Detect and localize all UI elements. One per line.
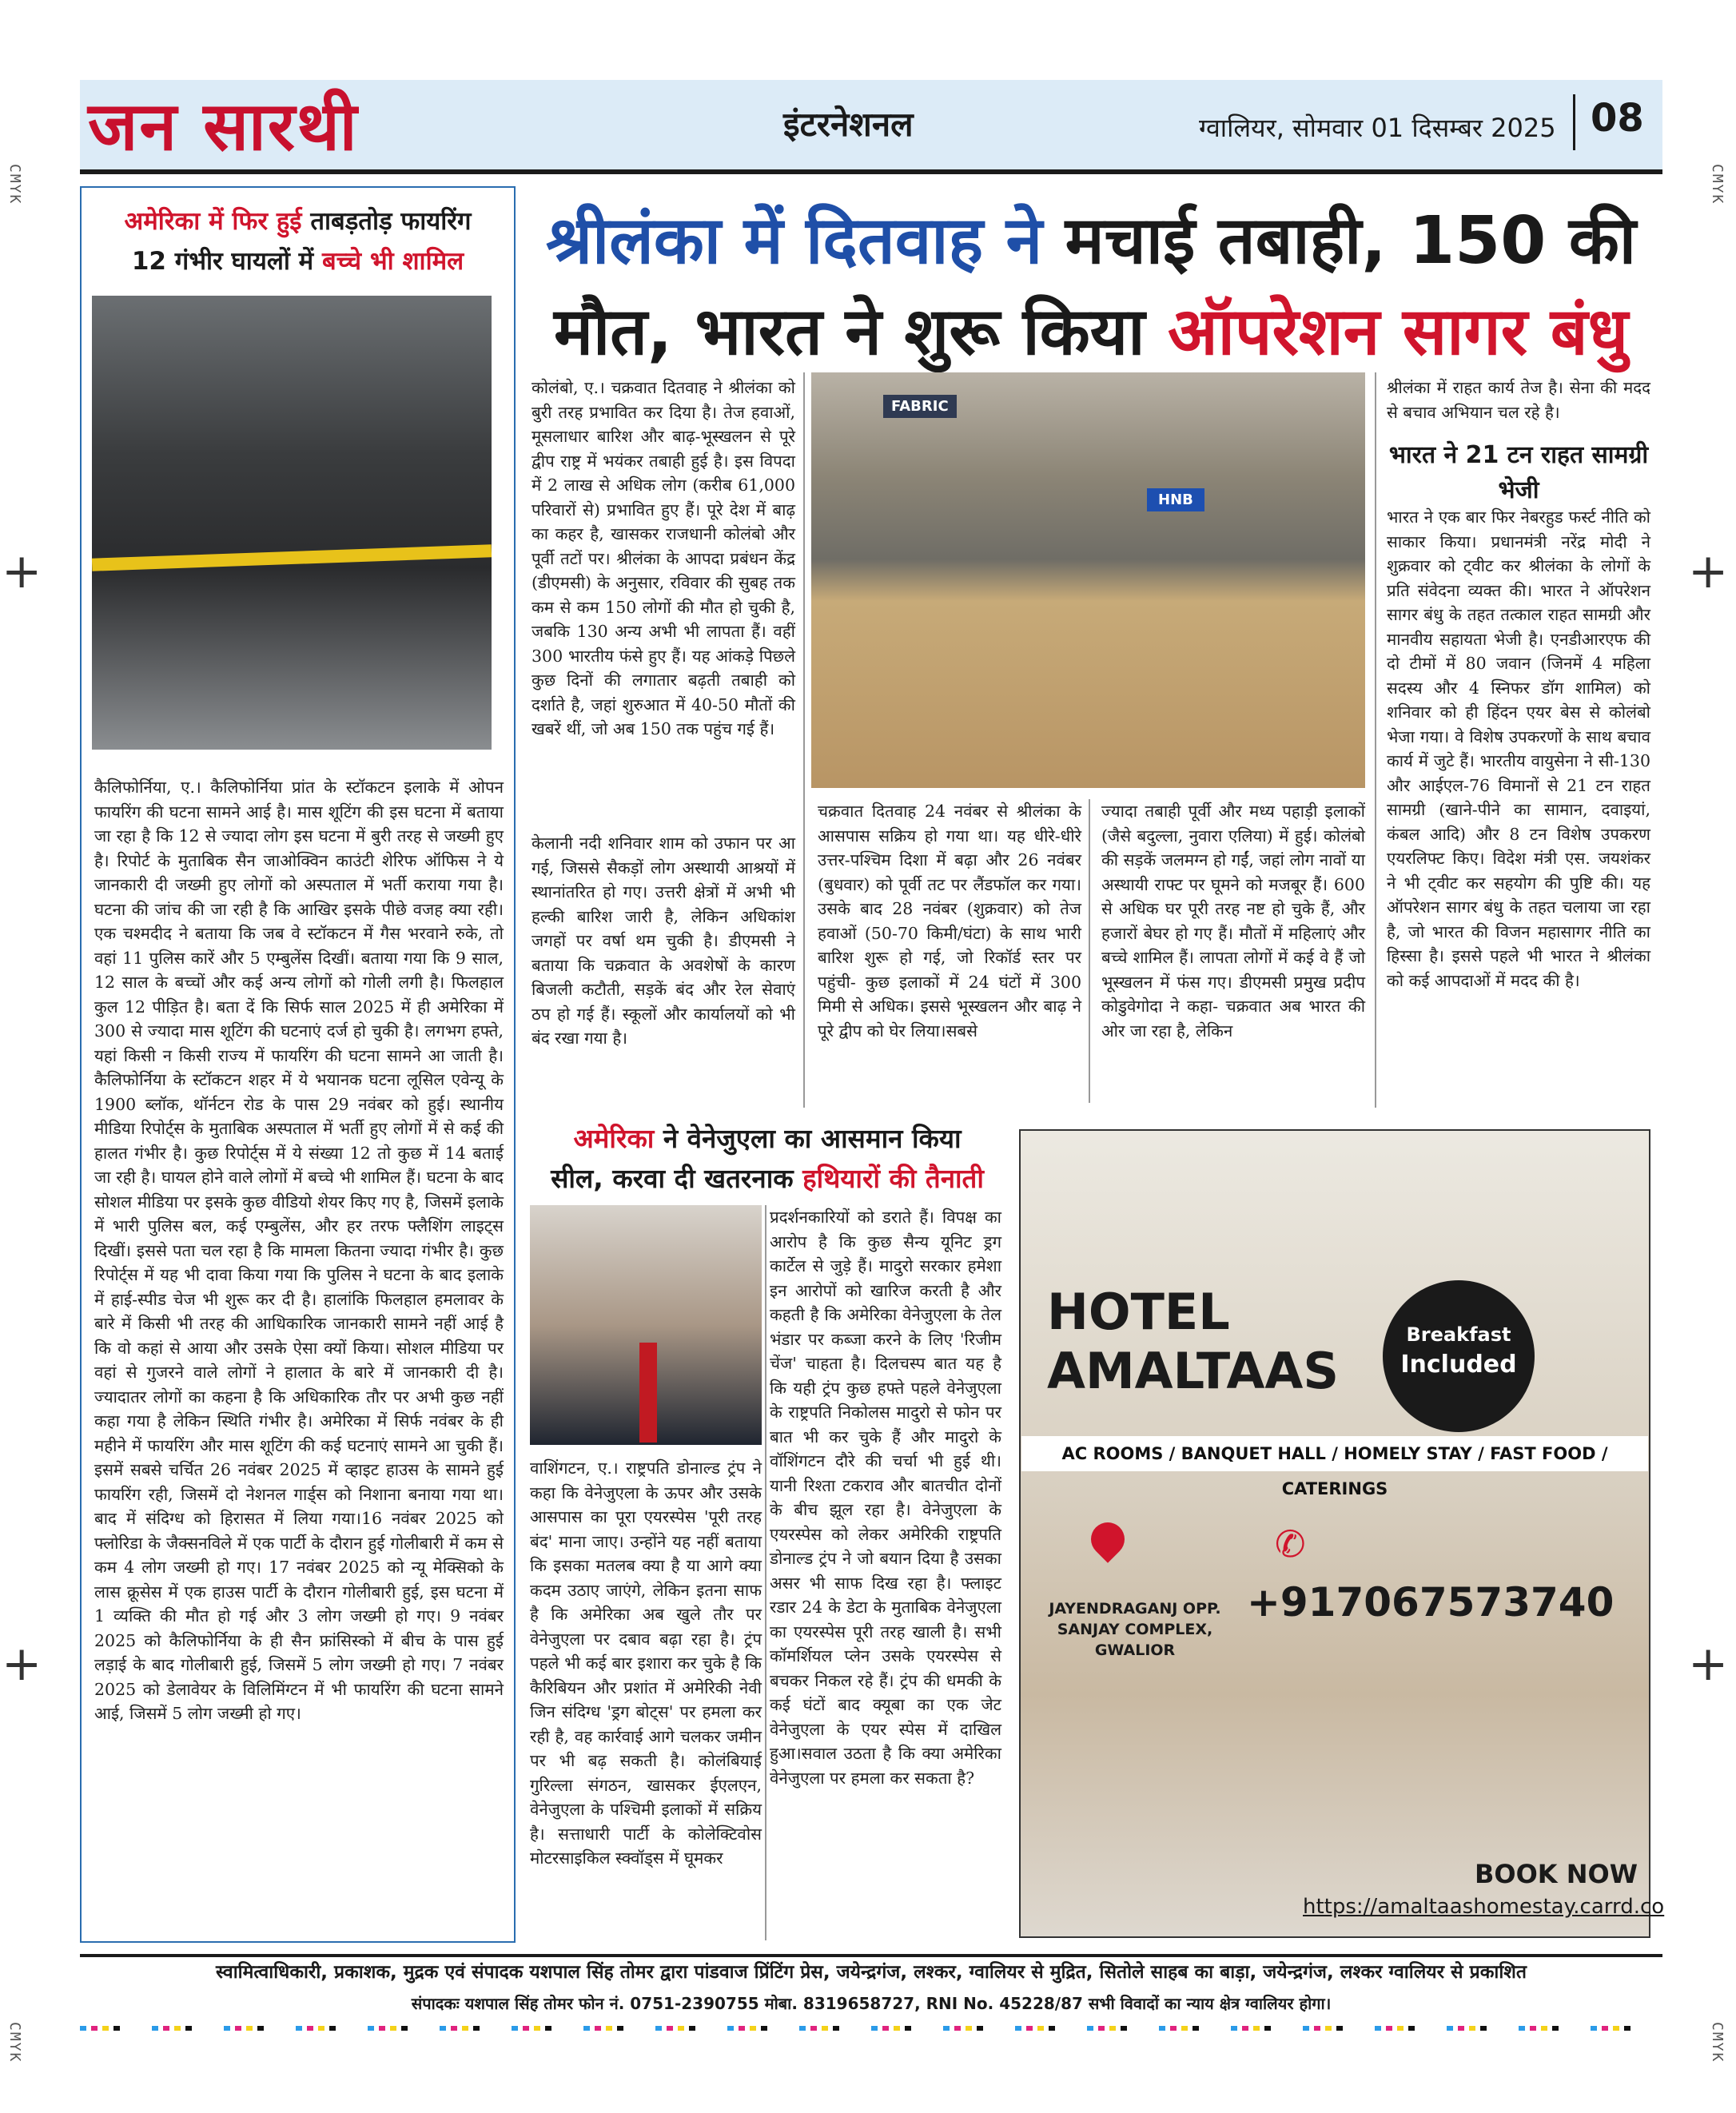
imprint-line-1: स्वामित्वाधिकारी, प्रकाशक, मुद्रक एवं संपादक यशपाल सिंह तोमर द्वारा पांडवाज प्रिंटिंग प्रेस, जयेन्द्रगंज, लश्कर, ग्वालियर से मुद्रित, सितोले साहब का बाड़ा, जयेन्द्रगंज, लश्कर ग्वालियर से प्रकाशित [215,1962,1527,1983]
ad-website-link[interactable]: https://amaltaashomestay.carrd.co [1303,1895,1665,1919]
main-story-col4-continued: भारत ने एक बार फिर नेबरहुड फर्स्ट नीति को साकार किया। प्रधानमंत्री नरेंद्र मोदी ने शुक्रवार को ट्वीट कर श्रीलंका के लोगों के प्रति संवेदना व्यक्त की। भारत ने ऑपरेशन सागर बंधु के तहत तत्काल राहत सामग्री और मानवीय सहायता भेजी है। एनडीआरएफ की दो टीमों में 80 जवान (जिनमें 4 महिला सदस्य और 4 स्निफर डॉग शामिल) को शनिवार को ही हिंदन एयर बेस से कोलंबो भेजा गया। वे विशेष उपकरणों के साथ बचाव कार्य में जुटे हैं। भारतीय वायुसेना ने सी-130 और आईएल-76 विमानों से 21 टन राहत सामग्री (खाने-पीने का सामान, दवाइयां, कंबल आदि) और 8 टन विशेष उपकरण एयरलिफ्ट किए। विदेश मंत्री एस. जयशंकर ने भी ट्वीट कर सहयोग की पुष्टि की। यह ऑपरेशन सागर बंधु के तहत चलाया जा रहा है, जो भारत की विजन महासागर नीति का हिस्सा है। इससे पहले भी भारत ने श्रीलंका को कई आपदाओं में मदद की है। [1387,507,1650,990]
ad-services-bar: AC ROOMS / BANQUET HALL / HOMELY STAY / FAST FOOD / CATERINGS [1021,1436,1648,1471]
color-registration-strip [80,2026,1662,2031]
ad-hotel-name [1047,1283,1339,1401]
column-rule [803,372,805,1108]
column-rule [1375,372,1376,1108]
page-number: 08 [1591,96,1644,141]
ad-address-line3: GWALIOR [1094,1641,1176,1659]
footer-rule [80,1954,1662,1957]
flood-photo [811,372,1365,788]
shooting-scene-photo [92,296,492,750]
venezuela-col1: वाशिंगटन, ए.। राष्ट्रपति डोनाल्ड ट्रंप ने कहा कि वेनेजुएला के ऊपर और उसके आसपास का पूरा एयरस्पेस 'पूरी तरह बंद' माना जाए। उन्होंने यह नहीं बताया कि इसका मतलब क्या है या आगे क्या कदम उठाए जाएंगे, लेकिन इतना साफ है कि अमेरिका अब खुले तौर पर वेनेजुएला पर दबाव बढ़ा रहा है। ट्रंप पहले भी कई बार इशारा कर चुके है कि कैरिबियन और प्रशांत में अमेरिकी नेवी जिन संदिग्ध 'ड्रग बोट्स' पर हमला कर रही है, वह कार्रवाई आगे चलकर जमीन पर भी बढ़ सकती है। कोलंबियाई गुरिल्ला संगठन, खासकर ईएलएन, वेनेजुएला के पश्चिमी इलाकों में सक्रिय है। सत्ताधारी पार्टी के कोलेक्टिवोस मोटरसाइकिल स्क्वॉड्स में घूमकर [530,1458,762,1868]
sub-headline: भारत ने 21 टन राहत सामग्री भेजी [1388,441,1649,504]
main-headline-part-b: मचाई तबाही, 150 की [1042,203,1637,279]
tie-graphic [639,1343,657,1442]
main-story-col3: ज्यादा तबाही पूर्वी और मध्य पहाड़ी इलाकों (जैसे बदुल्ला, नुवारा एलिया) में हुई। कोलंबो की सड़कें जलमग्न हो गईं, जहां लोग नावों या अस्थायी राफ्ट पर घूमने को मजबूर हैं। 600 से अधिक घर पूरी तरह नष्ट हो चुके हैं, और हजारों बेघर हो गए हैं। मौतों में महिलाएं और बच्चे शामिल हैं। लापता लोगों में कई वे हैं जो भूस्खलन में फंस गए। डीएमसी प्रमुख प्रदीप कोडुवेगोदा ने कहा- चक्रवात अब भारत की ओर जा रहा है, लेकिन [1101,802,1365,1041]
ad-hotel-line2: AMALTAAS [1047,1342,1340,1400]
left-headline-part-2a: 12 गंभीर घायलों में [131,247,322,276]
registration-mark-right-lower: + [1688,1636,1729,1692]
registration-mark-right: + [1688,543,1729,599]
badge-line2: Included [1400,1351,1517,1379]
ad-book-now[interactable]: BOOK NOW [1475,1859,1638,1889]
venezuela-headline-part-1b: ने वेनेजुएला का आसमान किया [654,1123,962,1154]
flood-photo-sign-fabric: FABRIC [883,395,957,418]
badge-line1: Breakfast [1406,1323,1511,1346]
main-story-col1-continued: केलानी नदी शनिवार शाम को उफान पर आ गई, जिससे सैकड़ों लोग अस्थायी आश्रयों में स्थानांतरित हो गए। उत्तरी क्षेत्रों में अभी भी हल्की बारिश जारी है, लेकिन अधिकांश जगहों पर वर्षा थम चुकी है। डीएमसी ने बताया कि चक्रवात के अवशेषों के कारण बिजली कटौती, सड़कें बंद और रेल सेवाएं ठप हो गई हैं। स्कूलों और कार्यालयों को भी बंद रखा गया है। [532,834,795,1048]
ad-address-line2: SANJAY COMPLEX, [1057,1621,1213,1638]
main-headline-part-d: ऑपरेशन सागर बंधु [1168,294,1629,370]
column-rule [765,1205,766,1940]
ad-hotel-line1: HOTEL [1047,1283,1230,1341]
cmyk-strip-left-top: CMYK [6,164,23,205]
left-headline-part-1b: ताबड़तोड़ फायरिंग [310,207,472,236]
column-rule [1089,799,1090,1103]
cmyk-strip-right-top: CMYK [1709,164,1726,205]
breakfast-badge [1383,1280,1535,1432]
venezuela-headline [528,1119,1007,1199]
left-headline-part-2b: बच्चे भी शामिल [322,247,464,276]
main-story-col4: श्रीलंका में राहत कार्य तेज है। सेना की मदद से बचाव अभियान चल रहे है। [1387,378,1650,422]
registration-mark-left: + [2,543,42,599]
venezuela-headline-part-2a: सील, करवा दी खतरनाक [551,1163,803,1194]
cmyk-strip-left-bottom: CMYK [6,2022,23,2063]
dateline: ग्वालियर, सोमवार 01 दिसम्बर 2025 [1199,113,1556,143]
left-headline-part-1a: अमेरिका में फिर हुई [124,207,311,236]
cmyk-strip-right-bottom: CMYK [1709,2022,1726,2063]
ad-address [1039,1598,1231,1661]
ad-phone-number[interactable]: +917067573740 [1247,1579,1615,1626]
phone-icon: ✆ [1275,1522,1306,1566]
left-story-headline [88,201,508,281]
masthead-rule [80,169,1662,174]
main-headline-part-a: श्रीलंका में दितवाह ने [545,203,1043,279]
left-story-body: कैलिफोर्निया, ए.। कैलिफोर्निया प्रांत के स्टॉकटन इलाके में ओपन फायरिंग की घटना सामने आई है। मास शूटिंग की इस घटना में बताया जा रहा है कि 12 से ज्यादा लोग इस घटना में बुरी तरह से जख्मी हुए है। रिपोर्ट के मुताबिक सैन जाओक्विन काउंटी शेरिफ ऑफिस ने ये जानकारी दी जख्मी हुए लोगों को अस्पताल में भर्ती कराया गया है। घटना की जांच की जा रही है कि आखिर इसके पीछे वजह क्या रही। एक चश्मदीद ने बताया कि जब वे स्टॉकटन में गैस भरवाने रुके, तो वहां 11 पुलिस कारें और 5 एम्बुलेंस दिखीं। बताया गया कि 9 साल, 12 साल के बच्चों और कई अन्य लोगों को गोली लगी है। फिलहाल कुल 12 पीड़ित है। बता दें कि सिर्फ साल 2025 में ही अमेरिका में 300 से ज्यादा मास शूटिंग की घटनाएं दर्ज हो चुकी है। लगभग हफ्ते, यहां किसी न किसी राज्य में फायरिंग की घटना सामने आ जाती है। कैलिफोर्निया के स्टॉकटन शहर में ये भयानक घटना लूसिल एवेन्यू के 1900 ब्लॉक, थॉर्नटन रोड के पास 29 नवंबर को हुई। स्थानीय मीडिया रिपोर्ट्स के मुताबिक अस्पताल में भर्ती हुए लोगों में से कई की हालत गंभीर है। कुछ रिपोर्ट्स में ये संख्या 12 तो कुछ में 14 बताई जा रही है। घायल होने वाले लोगों में बच्चे भी शामिल हैं। घटना के बाद सोशल मीडिया पर इसके कुछ वीडियो शेयर किए गए है, जिसमें इलाके में भारी पुलिस बल, कई एम्बुलेंस, और हर तरफ फ्लैशिंग लाइट्स दिखीं। इससे पता चल रहा है कि मामला कितना ज्यादा गंभीर है। कुछ रिपोर्ट्स में यह भी दावा किया गया कि पुलिस ने घटना के बाद इलाके में हाई-स्पीड चेज भी शुरू कर दी है। हालांकि फिलहाल हमलावर के बारे में किसी भी तरह की आधिकारिक जानकारी सामने नहीं आई है कि वो कहां से आया और उसके ऐसा क्यों किया। सोशल मीडिया पर वहां से गुजरने वाले लोगों ने हालात के बारे में जानकारी दी है। ज्यादातर लोगों का कहना है कि अधिकारिक तौर पर अभी कुछ नहीं कहा गया है लेकिन स्थिति गंभीर है। अमेरिका में सिर्फ नवंबर के ही महीने में फायरिंग और मास शूटिंग की कई घटनाएं सामने आ चुकी हैं। इसमें सबसे चर्चित 26 नवंबर 2025 में व्हाइट हाउस के सामने हुई फायरिंग रही, जिसमें दो नेशनल गार्ड्स को निशाना बनाया गया था। बाद में संदिग्ध को हिरासत में लिया गया।16 नवंबर 2025 को फ्लोरिडा के जैक्सनविले में एक पार्टी के दौरान हुई गोलीबारी में कम से कम 4 लोग जख्मी हो गए। 17 नवंबर 2025 को न्यू मेक्सिको के लास क्रूसेस में एक हाउस पार्टी के दौरान गोलीबारी हुई, इस घटना में 1 व्यक्ति की मौत हो गई और 3 लोग जख्मी हो गए। 9 नवंबर 2025 को कैलिफोर्निया के ही सैन फ्रांसिस्को में बीच के पास हुई लड़ाई के बाद गोलीबारी हुई, जिसमें 5 लोग जख्मी हो गए। 7 नवंबर 2025 को डेलावेयर के विलिमिंग्टन में भी फायरिंग की घटना सामने आई, जिसमें 5 लोग जख्मी हो गए। [94,778,504,1723]
masthead-divider [1573,94,1575,150]
main-headline-part-c: मौत, भारत ने शुरू किया [553,294,1169,370]
main-headline [532,196,1650,378]
main-story-col1: कोलंबो, ए.। चक्रवात दितवाह ने श्रीलंका को बुरी तरह प्रभावित कर दिया है। तेज हवाओं, मूसलाधार बारिश और बाढ़-भूस्खलन से पूरे द्वीप राष्ट्र में भयंकर तबाही हुई है। इस विपदा में 2 लाख से अधिक लोग (करीब 61,000 परिवारों से) प्रभावित हुए हैं। पूरे देश में बाढ़ का कहर है, खासकर राजधानी कोलंबो और पूर्वी तटों पर। श्रीलंका के आपदा प्रबंधन केंद्र (डीएमसी) के अनुसार, रविवार की सुबह तक कम से कम 150 लोगों की मौत हो चुकी है, जबकि 130 अन्य अभी भी लापता हैं। वहीं 300 भारतीय फंसे हुए हैं। यह आंकड़े पिछले कुछ दिनों की लगातार बढ़ती तबाही को दर्शाते है, जहां शुरुआत में 40-50 मौतों की खबरें थीं, जो अब 150 तक पहुंच गई हैं। [532,378,795,738]
imprint-line-2: संपादकः यशपाल सिंह तोमर फोन नं. 0751-2390755 मोबा. 8319658727, RNI No. 45228/87 सभी विवादों का न्याय क्षेत्र ग्वालियर होगा। [411,1994,1332,2013]
main-story-col2: चक्रवात दितवाह 24 नवंबर से श्रीलंका के आसपास सक्रिय हो गया था। यह धीरे-धीरे उत्तर-पश्चिम दिशा में बढ़ा और 26 नवंबर (बुधवार) को पूर्वी तट पर लैंडफॉल कर गया। उसके बाद 28 नवंबर (शुक्रवार) को तेज हवाओं (50-70 किमी/घंटा) के साथ भारी बारिश शुरू हो गई, जो रिकॉर्ड स्तर पर पहुंची- कुछ इलाकों में 24 घंटों में 300 मिमी से अधिक। इससे भूस्खलन और बाढ़ ने पूरे द्वीप को घेर लिया।सबसे [818,802,1081,1041]
venezuela-col2: प्रदर्शनकारियों को डराते हैं। विपक्ष का आरोप है कि कुछ सैन्य यूनिट ड्रग कार्टेल से जुड़े हैं। मादुरो सरकार हमेशा इन आरोपों को खारिज करती है और कहती है कि अमेरिका वेनेजुएला के तेल भंडार पर कब्जा करने के लिए 'रिजीम चेंज' चाहता है। दिलचस्प बात यह है कि यही ट्रंप कुछ हफ्ते पहले वेनेजुएला के राष्ट्रपति निकोलस मादुरो से फोन पर बात भी कर चुके हैं और मादुरो के वॉशिंगटन दौरे की चर्चा भी हुई थी। यानी रिश्ता टकराव और बातचीत दोनों के बीच झूल रहा है। वेनेजुएला के एयरस्पेस को लेकर अमेरिकी राष्ट्रपति डोनाल्ड ट्रंप ने जो बयान दिया है उसका असर भी साफ दिख रहा है। फ्लाइट रडार 24 के डेटा के मुताबिक वेनेजुएला का एयरस्पेस पूरी तरह खाली है। सभी कॉमर्शियल प्लेन उसके एयरस्पेस से बचकर निकल रहे हैं। ट्रंप की धमकी के कई घंटों बाद क्यूबा का एक जेट वेनेजुएला के एयर स्पेस में दाखिल हुआ।सवाल उठता है कि क्या अमेरिका वेनेजुएला पर हमला कर सकता है? [770,1208,1001,1788]
flood-photo-sign-hnb: HNB [1147,488,1204,511]
registration-mark-left-lower: + [2,1636,42,1692]
venezuela-headline-part-1a: अमेरिका [573,1123,655,1154]
newspaper-logo: जन सारथी [88,87,359,165]
ad-address-line1: JAYENDRAGANJ OPP. [1049,1600,1221,1618]
venezuela-headline-part-2b: हथियारों की तैनाती [802,1163,984,1194]
section-name: इंटरनेशनल [783,105,914,144]
